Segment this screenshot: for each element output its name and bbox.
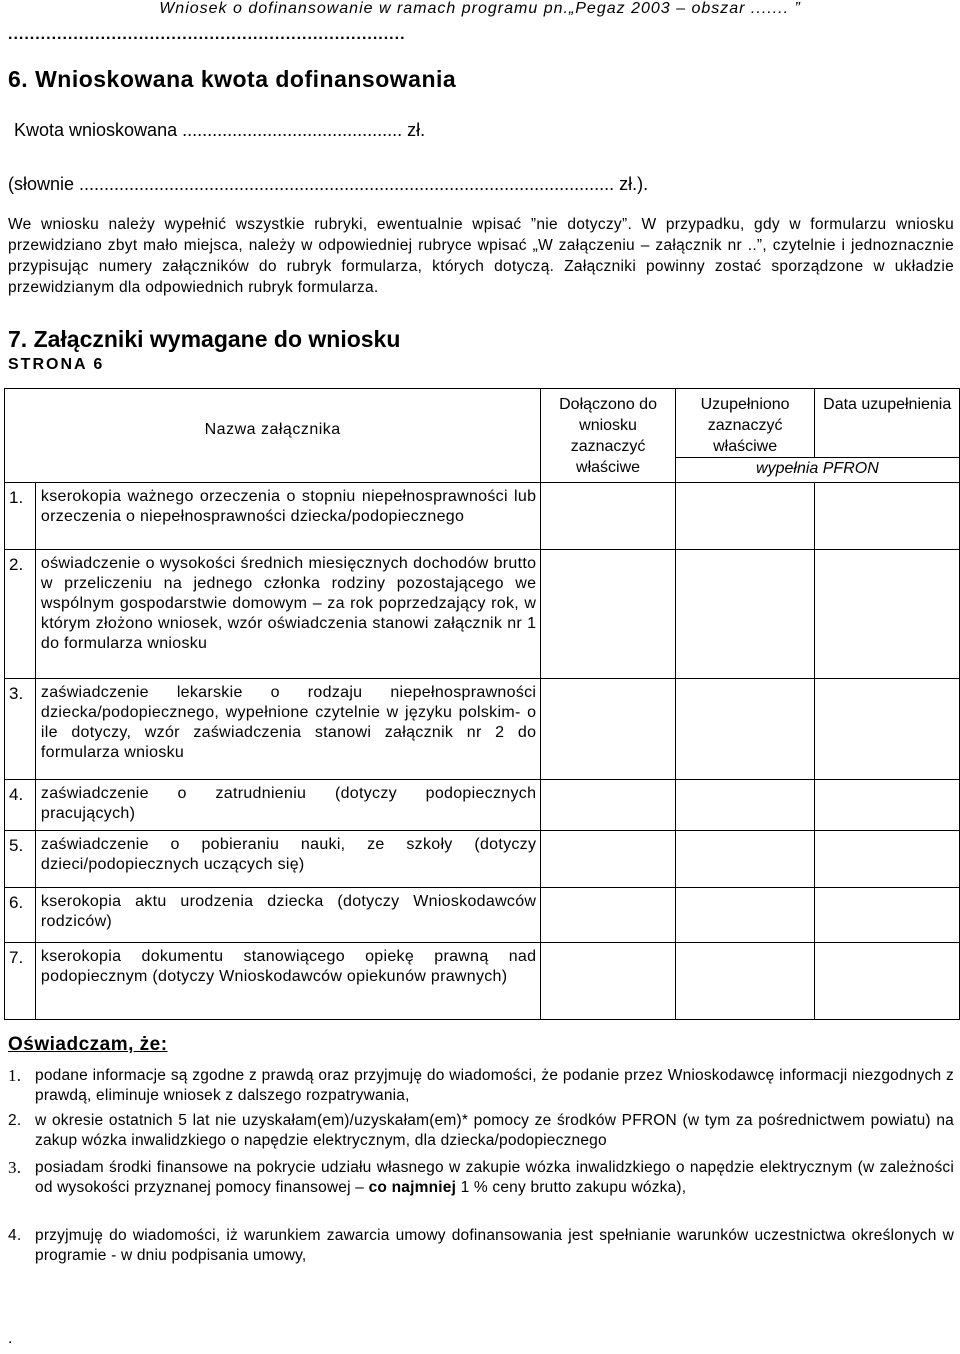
trailing-dot: . xyxy=(8,1330,13,1347)
table-row xyxy=(5,888,960,943)
row-description: zaświadczenie o zatrudnieniu (dotyczy podopiecznych pracujących) xyxy=(35,780,540,831)
table-header-row xyxy=(5,389,960,458)
instructions-paragraph: We wniosku należy wypełnić wszystkie rubryki, ewentualnie wpisać ”nie dotyczy”. W przypadku, gdy w formularzu wniosku przewidziano zbyt mało miejsca, należy w odpowiedniej rubryce wpisać „W załączeniu – załącznik nr ..”, czytelnie i jednoznacznie przypisując numery załączników do rubryk formularza, których dotyczą. Załączniki powinny zostać sporządzone w układzie przewidzianym dla odpowiednich rubryk formularza. xyxy=(8,216,954,296)
header-dots: ......................................................................... xyxy=(8,26,406,43)
kwota-line: Kwota wnioskowana ............................................ zł. xyxy=(14,120,426,140)
row-description: oświadczenie o wysokości średnich miesięcznych dochodów brutto w przeliczeniu na jednego członka rodziny pozostającego we wspólnym gospodarstwie domowym – za rok poprzedzający rok, w którym złożono wniosek, wzór oświadczenia stanowi załącznik nr 1 do formularza wniosku xyxy=(35,550,540,679)
attached-checkbox-cell[interactable] xyxy=(541,831,676,888)
section-6-title: 6. Wnioskowana kwota dofinansowania xyxy=(8,66,457,92)
date-cell[interactable] xyxy=(815,483,960,550)
attached-checkbox-cell[interactable] xyxy=(541,550,676,679)
header-date: Data uzupełnienia xyxy=(815,389,960,458)
row-number: 2. xyxy=(5,550,36,679)
declaration-number: 1. xyxy=(8,1066,22,1085)
row-number: 4. xyxy=(5,780,36,831)
row-number: 1. xyxy=(5,483,36,550)
table-row xyxy=(5,483,960,550)
row-description: zaświadczenie lekarskie o rodzaju niepełnosprawności dziecka/podopiecznego, wypełnione czytelnie w języku polskim- o ile dotyczy, wzór zaświadczenia stanowi załącznik nr 2 do formularza wniosku xyxy=(35,679,540,780)
header-attachment-name: Nazwa załącznika xyxy=(5,389,541,483)
declaration-text: podane informacje są zgodne z prawdą oraz przyjmuję do wiadomości, że podanie przez Wnioskodawcę informacji niezgodnych z prawdą, eliminuje wniosek z dalszego rozpatrywania, xyxy=(35,1067,954,1104)
declaration-number: 4. xyxy=(8,1227,22,1244)
declaration-number: 2. xyxy=(8,1112,22,1129)
date-cell[interactable] xyxy=(815,831,960,888)
header-supplemented: Uzupełniono zaznaczyć właściwe xyxy=(675,389,815,458)
attachments-table xyxy=(4,388,960,1020)
row-description: kserokopia aktu urodzenia dziecka (dotyczy Wnioskodawców rodziców) xyxy=(35,888,540,943)
document-header: Wniosek o dofinansowanie w ramach programu pn.„Pegaz 2003 – obszar ....... ” xyxy=(159,0,801,17)
supplemented-checkbox-cell[interactable] xyxy=(675,831,815,888)
table-row xyxy=(5,780,960,831)
header-attached: Dołączono do wniosku zaznaczyć właściwe xyxy=(541,389,676,483)
table-row xyxy=(5,550,960,679)
declaration-item-1 xyxy=(8,1066,954,1106)
declaration-text xyxy=(35,1158,954,1198)
declaration-number: 3. xyxy=(8,1158,22,1177)
table-row xyxy=(5,831,960,888)
date-cell[interactable] xyxy=(815,888,960,943)
row-description: zaświadczenie o pobieraniu nauki, ze szkoły (dotyczy dzieci/podopiecznych uczących się) xyxy=(35,831,540,888)
attached-checkbox-cell[interactable] xyxy=(541,780,676,831)
date-cell[interactable] xyxy=(815,943,960,1020)
supplemented-checkbox-cell[interactable] xyxy=(675,483,815,550)
attached-checkbox-cell[interactable] xyxy=(541,483,676,550)
attached-checkbox-cell[interactable] xyxy=(541,679,676,780)
declaration-text: przyjmuję do wiadomości, iż warunkiem zawarcia umowy dofinansowania jest spełnianie warunków uczestnictwa określonych w programie - w dniu podpisania umowy, xyxy=(35,1227,954,1264)
row-description: kserokopia dokumentu stanowiącego opiekę prawną nad podopiecznym (dotyczy Wnioskodawców opiekunów prawnych) xyxy=(35,943,540,1020)
declaration-item-2 xyxy=(8,1111,954,1151)
supplemented-checkbox-cell[interactable] xyxy=(675,550,815,679)
supplemented-checkbox-cell[interactable] xyxy=(675,679,815,780)
table-row xyxy=(5,679,960,780)
declaration-text-bold: co najmniej xyxy=(368,1179,457,1196)
slownie-line: (słownie ........................................................................................................... zł.). xyxy=(8,174,649,194)
attached-checkbox-cell[interactable] xyxy=(541,943,676,1020)
date-cell[interactable] xyxy=(815,679,960,780)
attached-checkbox-cell[interactable] xyxy=(541,888,676,943)
date-cell[interactable] xyxy=(815,550,960,679)
declaration-item-4 xyxy=(8,1226,954,1266)
declaration-item-3 xyxy=(8,1158,954,1198)
declaration-text-part: 1 % ceny brutto zakupu wózka), xyxy=(456,1179,687,1196)
date-cell[interactable] xyxy=(815,780,960,831)
section-7-title: 7. Załączniki wymagane do wniosku xyxy=(8,326,401,352)
supplemented-checkbox-cell[interactable] xyxy=(675,943,815,1020)
pfron-note: wypełnia PFRON xyxy=(675,458,959,483)
declarations-title: Oświadczam, że: xyxy=(8,1034,168,1055)
row-number: 3. xyxy=(5,679,36,780)
declaration-text-part: posiadam środki finansowe na pokrycie udziału własnego w zakupie wózka inwalidzkiego o napędzie elektrycznym (w zależności od wysokości przyznanej pomocy finansowej – xyxy=(35,1159,954,1196)
declaration-text: w okresie ostatnich 5 lat nie uzyskałam(em)/uzyskałam(em)* pomocy ze środków PFRON (w tym za pośrednictwem powiatu) na zakup wózka inwalidzkiego o napędzie elektrycznym, dla dziecka/podopiecznego xyxy=(35,1112,954,1149)
row-description: kserokopia ważnego orzeczenia o stopniu niepełnosprawności lub orzeczenia o niepełnosprawności dziecka/podopiecznego xyxy=(35,483,540,550)
supplemented-checkbox-cell[interactable] xyxy=(675,888,815,943)
row-number: 7. xyxy=(5,943,36,1020)
row-number: 5. xyxy=(5,831,36,888)
row-number: 6. xyxy=(5,888,36,943)
supplemented-checkbox-cell[interactable] xyxy=(675,780,815,831)
table-row xyxy=(5,943,960,1020)
page-label: STRONA 6 xyxy=(8,356,105,373)
